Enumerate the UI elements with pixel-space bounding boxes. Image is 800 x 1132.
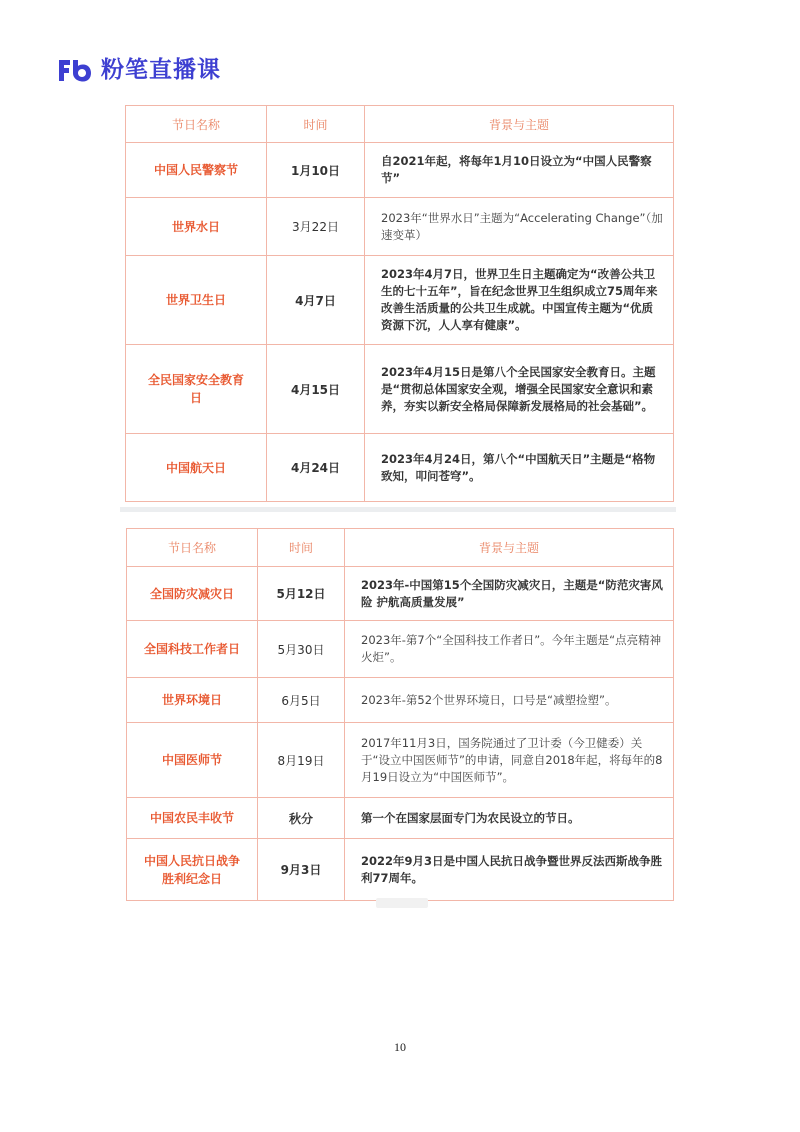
faint-watermark: [376, 898, 428, 908]
festival-time: 4月15日: [267, 345, 365, 434]
festival-time: 6月5日: [258, 678, 345, 723]
header-name: 节日名称: [126, 106, 267, 143]
header-name: 节日名称: [127, 529, 258, 567]
festival-time: 5月12日: [258, 567, 345, 621]
festival-time: 秋分: [258, 798, 345, 839]
festival-background: 自2021年起，将每年1月10日设立为“中国人民警察节”: [365, 143, 674, 198]
table-row: [126, 256, 674, 345]
header-background: 背景与主题: [345, 529, 674, 567]
table-row: [126, 198, 674, 256]
festival-name: 中国医师节: [127, 723, 258, 798]
festival-name: 世界卫生日: [126, 256, 267, 345]
festival-time: 3月22日: [267, 198, 365, 256]
festival-time: 1月10日: [267, 143, 365, 198]
festival-background: 2023年4月15日是第八个全民国家安全教育日。主题是“贯彻总体国家安全观，增强全民国家安全意识和素养，夯实以新安全格局保障新发展格局的社会基础”。: [365, 345, 674, 434]
festival-time: 4月7日: [267, 256, 365, 345]
festival-background: 2023年-第7个“全国科技工作者日”。今年主题是“点亮精神火炬”。: [345, 621, 674, 678]
table-header-row: [126, 106, 674, 143]
table-row: [126, 434, 674, 502]
festival-background: 2023年4月7日，世界卫生日主题确定为“改善公共卫生的七十五年”，旨在纪念世界卫生组织成立75周年来改善生活质量的公共卫生成就。中国宣传主题为“优质资源下沉，人人享有健康”。: [365, 256, 674, 345]
festival-background: 2017年11月3日，国务院通过了卫计委（今卫健委）关于“设立中国医师节”的申请，同意自2018年起，将每年的8月19日设立为“中国医师节”。: [345, 723, 674, 798]
section-divider: [120, 507, 676, 512]
festival-name: 全民国家安全教育日: [126, 345, 267, 434]
festival-name: 全国科技工作者日: [127, 621, 258, 678]
header-time: 时间: [267, 106, 365, 143]
table-row: [127, 621, 674, 678]
festival-time: 9月3日: [258, 839, 345, 901]
header-time: 时间: [258, 529, 345, 567]
festival-name: 中国农民丰收节: [127, 798, 258, 839]
table-header-row: [127, 529, 674, 567]
table-row: [126, 143, 674, 198]
festival-background: 第一个在国家层面专门为农民设立的节日。: [345, 798, 674, 839]
header-background: 背景与主题: [365, 106, 674, 143]
table-row: [127, 678, 674, 723]
page-number: 10: [394, 1040, 406, 1054]
festival-name: 全国防灾减灾日: [127, 567, 258, 621]
festival-name: 世界水日: [126, 198, 267, 256]
festival-time: 8月19日: [258, 723, 345, 798]
festival-background: 2022年9月3日是中国人民抗日战争暨世界反法西斯战争胜利77周年。: [345, 839, 674, 901]
festival-name: 中国人民抗日战争胜利纪念日: [127, 839, 258, 901]
festival-name: 中国航天日: [126, 434, 267, 502]
festival-background: 2023年4月24日，第八个“中国航天日”主题是“格物致知，叩问苍穹”。: [365, 434, 674, 502]
table-row: [127, 567, 674, 621]
festival-table-1: [125, 105, 674, 502]
festival-time: 4月24日: [267, 434, 365, 502]
fb-logo-icon: [57, 57, 93, 83]
festival-background: 2023年-第52个世界环境日，口号是“减塑捡塑”。: [345, 678, 674, 723]
table-row: [127, 723, 674, 798]
table-row: [126, 345, 674, 434]
festival-name: 中国人民警察节: [126, 143, 267, 198]
festival-time: 5月30日: [258, 621, 345, 678]
festival-background: 2023年“世界水日”主题为“Accelerating Change”（加速变革）: [365, 198, 674, 256]
table-row: [127, 798, 674, 839]
brand-name: 粉笔直播课: [101, 57, 221, 83]
festival-background: 2023年-中国第15个全国防灾减灾日，主题是“防范灾害风险 护航高质量发展”: [345, 567, 674, 621]
brand-logo: [57, 55, 221, 85]
table-row: [127, 839, 674, 901]
festival-table-2: [126, 528, 674, 901]
festival-name: 世界环境日: [127, 678, 258, 723]
